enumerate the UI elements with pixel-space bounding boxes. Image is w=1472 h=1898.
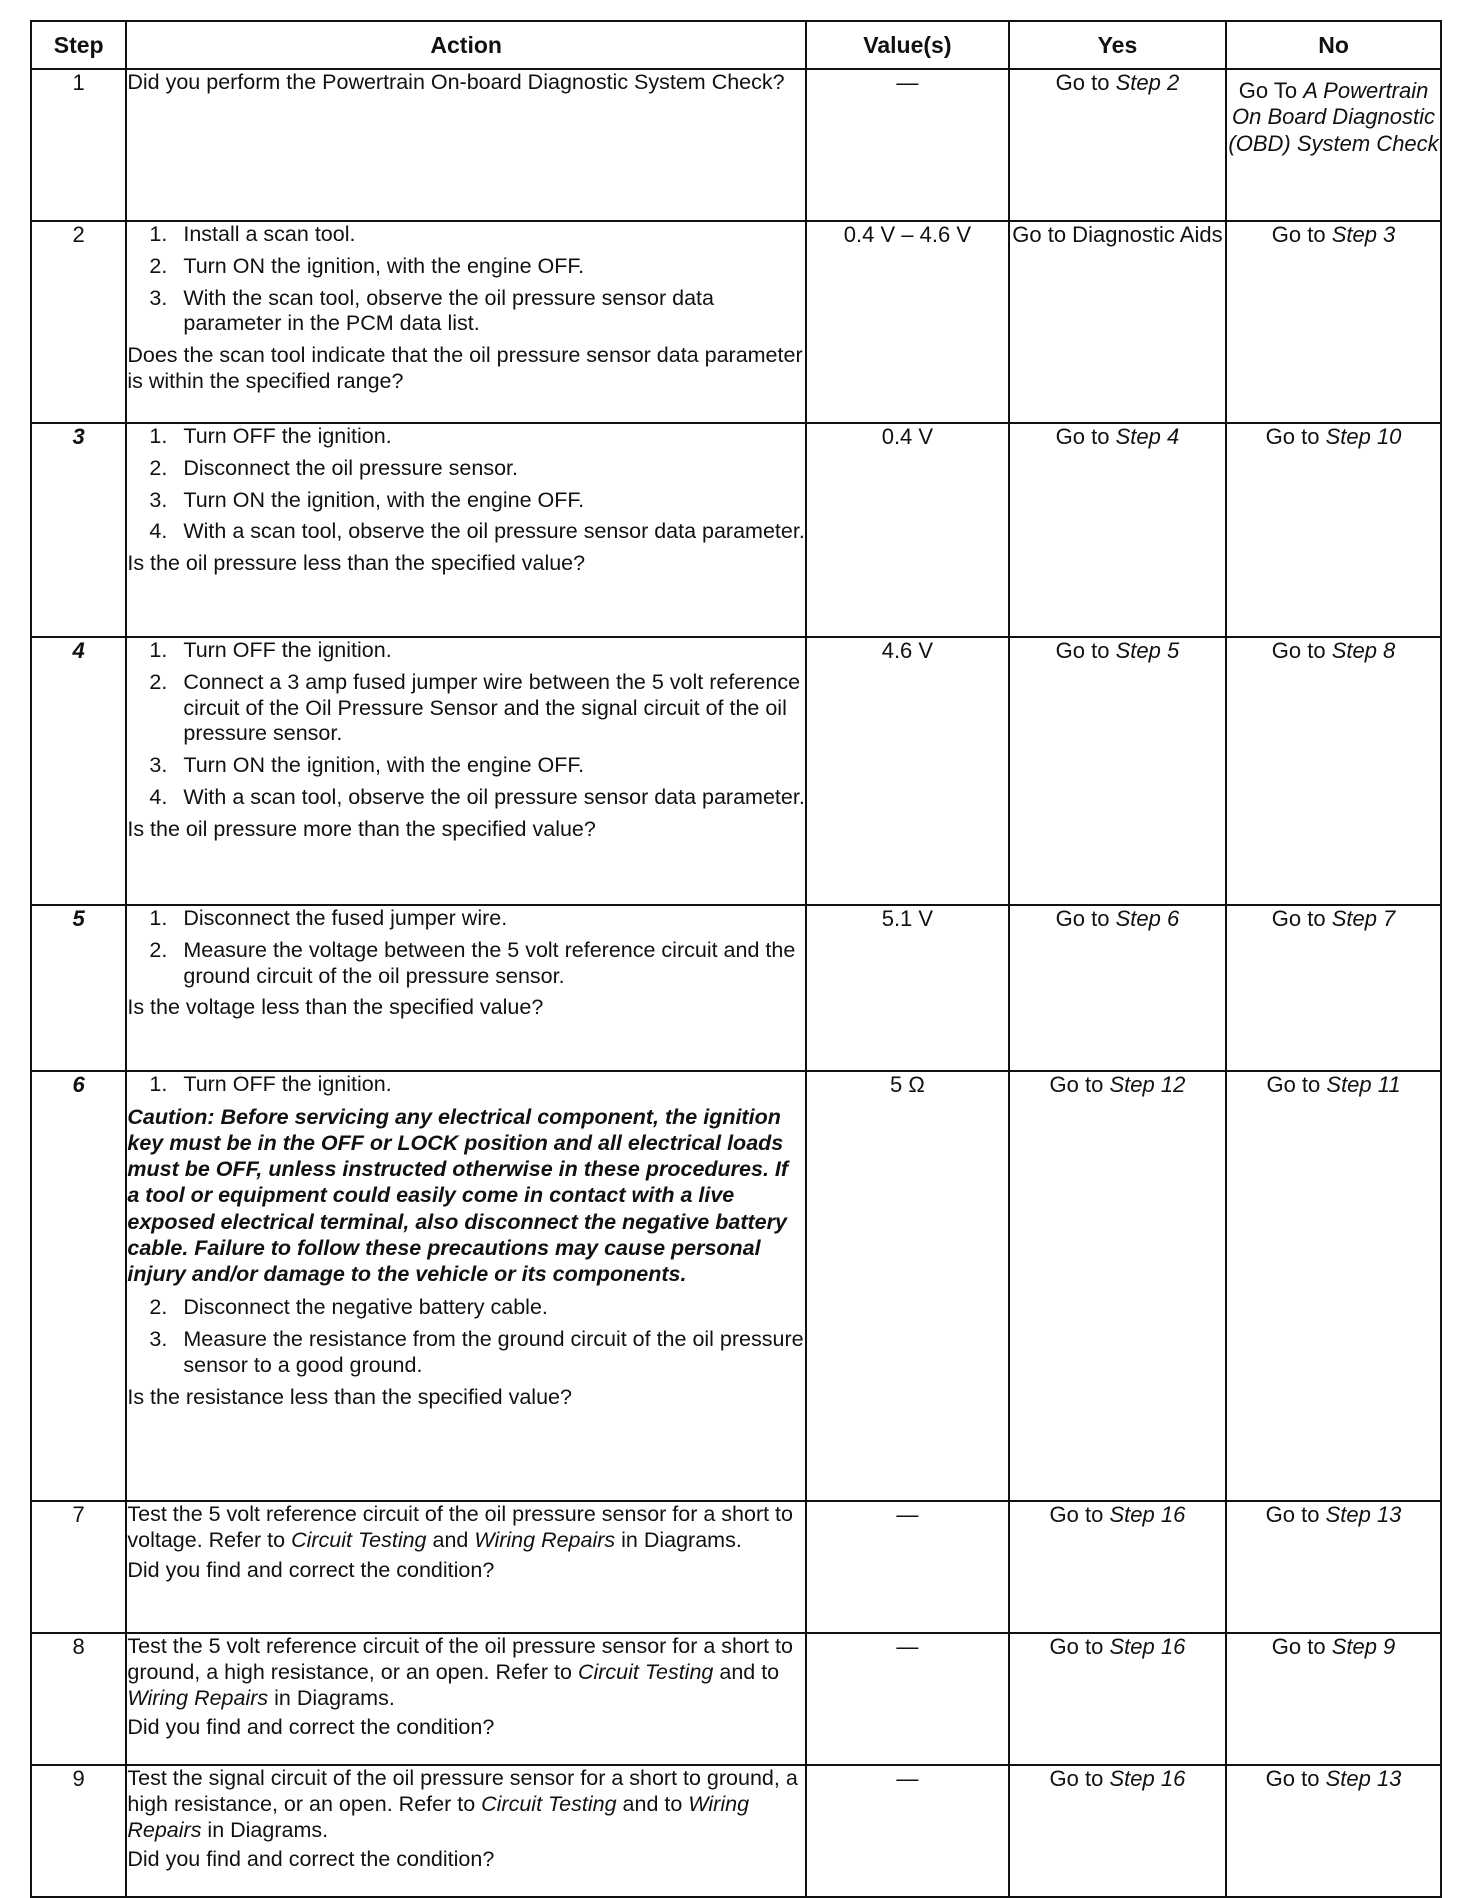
action-question: Is the resistance less than the specified value? [127,1384,572,1409]
value-cell: 0.4 V – 4.6 V [806,221,1009,423]
yes-prefix: Go to [1049,1502,1110,1527]
step-number: 4 [31,637,126,905]
action-text: Test the 5 volt reference circuit of the oil pressure sensor for a short to ground, a high resistance, or an open. Refer to Circuit Testing and to Wiring Repairs in Diagrams. [127,1634,793,1710]
yes-prefix: Go to [1049,1766,1110,1791]
table-row-step-2 [31,221,1441,423]
value-cell: 4.6 V [806,637,1009,905]
yes-prefix: Go to [1049,1634,1110,1659]
yes-prefix: Go to [1049,1072,1110,1097]
table-row-step-4 [31,637,1441,905]
no-cell [1226,1501,1441,1633]
table-row-step-5 [31,905,1441,1071]
table-row-step-8 [31,1633,1441,1765]
step-number: 9 [31,1765,126,1897]
yes-prefix: Go to [1055,424,1116,449]
no-cell [1226,221,1441,423]
action-cell [126,905,806,1071]
no-step-ref: Step 13 [1325,1766,1402,1791]
value-cell: — [806,1765,1009,1897]
no-prefix: Go to [1271,1634,1332,1659]
header-step: Step [31,21,126,69]
no-step-ref: Step 9 [1331,1634,1396,1659]
action-step: 1. Turn OFF the ignition. [149,638,392,662]
no-step-ref: Step 10 [1325,424,1402,449]
value-cell: — [806,1633,1009,1765]
action-question: Is the oil pressure more than the specified value? [127,816,596,841]
action-step: 1. Disconnect the fused jumper wire. [149,906,508,930]
action-question: Is the oil pressure less than the specified value? [127,551,586,576]
action-cell [126,221,806,423]
action-step: 3. Turn ON the ignition, with the engine OFF. [149,487,585,512]
action-question: Did you perform the Powertrain On-board Diagnostic System Check? [127,70,785,94]
table-row-step-1 [31,69,1441,221]
yes-cell [1009,221,1226,423]
no-cell [1226,69,1441,221]
action-step: 2. Disconnect the negative battery cable. [149,1295,548,1320]
table-row-step-9 [31,1765,1441,1897]
yes-step-ref: Step 16 [1109,1502,1186,1527]
action-step: 2. Disconnect the oil pressure sensor. [149,455,518,480]
action-steps [127,638,805,811]
action-step: 1. Turn OFF the ignition. [149,1072,392,1096]
diagnostic-table [30,20,1442,1898]
action-cell [126,637,806,905]
step-number: 5 [31,905,126,1071]
action-question: Does the scan tool indicate that the oil pressure sensor data parameter is within the specified range? [127,343,803,393]
yes-step-ref: Step 2 [1115,70,1180,95]
action-steps [127,222,805,337]
yes-step-ref: Step 4 [1115,424,1180,449]
action-step: 2. Measure the voltage between the 5 volt reference circuit and the ground circuit of the oil pressure sensor. [149,937,796,988]
header-row [31,21,1441,69]
no-prefix: Go to [1271,222,1332,247]
action-text: Test the signal circuit of the oil pressure sensor for a short to ground, a high resistance, or an open. Refer to Circuit Testing and to Wiring Repairs in Diagrams. [127,1766,798,1842]
action-cell [126,1501,806,1633]
table-row-step-6 [31,1071,1441,1501]
action-step: 2. Turn ON the ignition, with the engine OFF. [149,253,585,278]
yes-prefix: Go to Diagnostic Aids [1012,222,1223,247]
header-action: Action [126,21,806,69]
no-prefix: Go to [1271,638,1332,663]
yes-cell [1009,1071,1226,1501]
action-question: Did you find and correct the condition? [127,1847,495,1872]
no-cell [1226,1071,1441,1501]
yes-cell [1009,423,1226,637]
step-number: 1 [31,69,126,221]
table-row-step-7 [31,1501,1441,1633]
yes-prefix: Go to [1055,906,1116,931]
action-step: 1. Install a scan tool. [149,222,356,246]
action-cell [126,69,806,221]
header-no: No [1226,21,1441,69]
step-number: 6 [31,1071,126,1501]
no-cell [1226,1765,1441,1897]
action-step: 4. With a scan tool, observe the oil pressure sensor data parameter. [149,784,805,809]
no-prefix: Go to [1265,424,1326,449]
no-cell [1226,423,1441,637]
step-number: 8 [31,1633,126,1765]
action-step: 3. With the scan tool, observe the oil pressure sensor data parameter in the PCM data list. [149,285,714,336]
yes-prefix: Go to [1055,70,1116,95]
no-cell [1226,905,1441,1071]
yes-step-ref: Step 5 [1115,638,1180,663]
action-cell [126,1765,806,1897]
action-steps [127,906,805,989]
header-yes: Yes [1009,21,1226,69]
no-cell [1226,637,1441,905]
step-number: 7 [31,1501,126,1633]
yes-step-ref: Step 16 [1109,1634,1186,1659]
header-values: Value(s) [806,21,1009,69]
value-cell: — [806,69,1009,221]
step-number: 3 [31,423,126,637]
action-steps [127,424,805,545]
step-number: 2 [31,221,126,423]
action-question: Did you find and correct the condition? [127,1715,495,1740]
value-cell: — [806,1501,1009,1633]
no-cell [1226,1633,1441,1765]
action-step: 4. With a scan tool, observe the oil pressure sensor data parameter. [149,519,805,544]
action-cell [126,1071,806,1501]
no-step-ref: Step 11 [1326,1072,1401,1097]
yes-cell [1009,1501,1226,1633]
action-steps [127,1295,805,1378]
action-cell [126,423,806,637]
yes-step-ref: Step 16 [1109,1766,1186,1791]
yes-cell [1009,637,1226,905]
value-cell: 5.1 V [806,905,1009,1071]
action-step: 3. Turn ON the ignition, with the engine OFF. [149,753,585,778]
action-cell [126,1633,806,1765]
no-prefix: Go to [1265,1502,1326,1527]
no-step-ref: Step 3 [1331,222,1396,247]
yes-cell [1009,905,1226,1071]
action-step: 1. Turn OFF the ignition. [149,424,392,448]
no-step-ref: Step 7 [1331,906,1396,931]
yes-step-ref: Step 12 [1109,1072,1186,1097]
no-prefix: Go to [1271,906,1332,931]
action-steps [127,1072,805,1098]
no-step-ref: Step 8 [1331,638,1396,663]
action-question: Did you find and correct the condition? [127,1557,495,1582]
action-text: Test the 5 volt reference circuit of the oil pressure sensor for a short to voltage. Refer to Circuit Testing and Wiring Repairs in Diagrams. [127,1502,793,1552]
no-prefix: Go To [1238,78,1304,103]
yes-cell [1009,1765,1226,1897]
no-prefix: Go to [1266,1072,1327,1097]
yes-prefix: Go to [1055,638,1116,663]
yes-step-ref: Step 6 [1115,906,1180,931]
table-row-step-3 [31,423,1441,637]
no-step-ref: A Powertrain On Board Diagnostic (OBD) System Check [1228,78,1439,156]
action-step: 2. Connect a 3 amp fused jumper wire between the 5 volt reference circuit of the Oil Pressure Sensor and the signal circuit of the oil pressure sensor. [149,669,801,746]
no-prefix: Go to [1265,1766,1326,1791]
caution-note: Caution: Before servicing any electrical component, the ignition key must be in the OFF or LOCK position and all electrical loads must be OFF, unless instructed otherwise in these procedures. If a tool or equipment could easily come in contact with a live exposed electrical terminal, also disconnect the negative battery cable. Failure to follow these precautions may cause personal injury and/or damage to the vehicle or its components. [127,1104,789,1287]
value-cell: 0.4 V [806,423,1009,637]
action-step: 3. Measure the resistance from the ground circuit of the oil pressure sensor to a good ground. [149,1327,804,1377]
action-question: Is the voltage less than the specified value? [127,995,544,1020]
yes-cell [1009,69,1226,221]
yes-cell [1009,1633,1226,1765]
no-step-ref: Step 13 [1325,1502,1402,1527]
value-cell: 5 Ω [806,1071,1009,1501]
